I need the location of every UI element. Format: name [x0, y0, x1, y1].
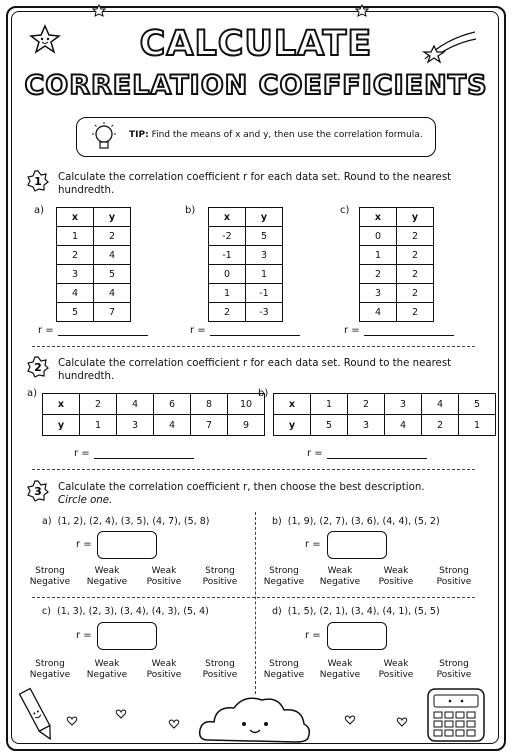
q1-c-answer[interactable] [344, 325, 454, 336]
r-label: r = [305, 630, 321, 641]
col-header-x: x [209, 208, 246, 227]
q2-table-a: x 2 4 6 8 10 y 1 3 4 7 9 [42, 393, 265, 436]
pencil-icon [18, 684, 58, 748]
option-weak-positive[interactable]: Weak Positive [146, 566, 182, 587]
q1-table-c: x y 0 2 1 2 2 2 3 2 4 2 [359, 207, 434, 322]
star-icon [92, 4, 106, 18]
q3-subinstruction: Circle one. [58, 495, 113, 506]
r-label: r = [305, 539, 321, 550]
r-label: r = [344, 325, 360, 336]
r-label: r = [190, 325, 206, 336]
star-icon [355, 4, 369, 18]
calculator-face-icon [424, 685, 490, 745]
option-strong-negative[interactable]: Strong Negative [263, 659, 305, 680]
q1-table-b: x y -2 5 -1 3 0 1 1 -1 2 -3 [208, 207, 283, 322]
answer-line [210, 325, 300, 336]
option-strong-negative[interactable]: Strong Negative [29, 566, 71, 587]
heart-icon [115, 708, 127, 720]
q1-c-label: c) [340, 205, 350, 216]
r-label: r = [76, 539, 92, 550]
number-badge-1 [27, 170, 49, 192]
title-line-2: CORRELATION COEFFICIENTS [24, 70, 488, 101]
divider [32, 469, 475, 470]
badge-number: 3 [34, 485, 42, 498]
tip-body: Find the means of x and y, then use the correlation formula. [151, 130, 423, 140]
q3-b-points: b) (1, 9), (2, 7), (3, 6), (4, 4), (5, 2) [272, 516, 440, 527]
tip-box [76, 117, 436, 157]
q1-a-answer[interactable] [38, 325, 148, 336]
heart-icon [344, 714, 356, 726]
q3-a-answer-box[interactable] [97, 531, 157, 559]
tip-label: TIP: [129, 130, 149, 140]
option-strong-positive[interactable]: Strong Positive [436, 659, 472, 680]
q3-instruction: Calculate the correlation coefficient r, then choose the best description. [58, 482, 425, 493]
option-weak-negative[interactable]: Weak Negative [319, 566, 361, 587]
cloud-face-icon [196, 692, 314, 746]
number-badge-3 [27, 480, 49, 502]
option-weak-negative[interactable]: Weak Negative [86, 566, 128, 587]
option-weak-positive[interactable]: Weak Positive [146, 659, 182, 680]
option-weak-negative[interactable]: Weak Negative [319, 659, 361, 680]
q2-a-label: a) [27, 388, 38, 399]
lightbulb-icon [89, 121, 119, 153]
tip-text [129, 130, 423, 140]
q1-instruction: Calculate the correlation coefficient r for each data set. Round to the nearest hundredth. [58, 172, 452, 196]
option-strong-negative[interactable]: Strong Negative [29, 659, 71, 680]
q3-c-answer-box[interactable] [97, 622, 157, 650]
row-header-x: x [43, 394, 80, 415]
heart-icon [66, 715, 78, 727]
option-strong-negative[interactable]: Strong Negative [263, 566, 305, 587]
row-header-y: y [274, 415, 311, 436]
option-strong-positive[interactable]: Strong Positive [202, 566, 238, 587]
option-weak-negative[interactable]: Weak Negative [86, 659, 128, 680]
col-header-y: y [94, 208, 131, 227]
row-header-x: x [274, 394, 311, 415]
q1-b-answer[interactable] [190, 325, 300, 336]
q2-a-answer[interactable] [74, 448, 194, 459]
badge-number: 1 [34, 175, 42, 188]
answer-line [364, 325, 454, 336]
number-badge-2 [27, 356, 49, 378]
q2-table-b: x 1 2 3 4 5 y 5 3 4 2 1 [273, 393, 496, 436]
answer-line [94, 448, 194, 459]
heart-icon [396, 716, 408, 728]
answer-line [327, 448, 427, 459]
q2-b-answer[interactable] [307, 448, 427, 459]
q2-instruction: Calculate the correlation coefficient r for each data set. Round to the nearest hundredth. [58, 358, 452, 382]
answer-line [58, 325, 148, 336]
r-label: r = [74, 448, 90, 459]
r-label: r = [76, 630, 92, 641]
col-header-y: y [246, 208, 283, 227]
q1-a-label: a) [34, 205, 45, 216]
option-strong-positive[interactable]: Strong Positive [202, 659, 238, 680]
divider [32, 346, 475, 347]
q1-b-label: b) [185, 205, 196, 216]
option-weak-positive[interactable]: Weak Positive [378, 659, 414, 680]
q3-d-points: d) (1, 5), (2, 1), (3, 4), (4, 1), (5, 5) [272, 606, 440, 617]
q3-a-points: a) (1, 2), (2, 4), (3, 5), (4, 7), (5, 8) [42, 516, 210, 527]
option-strong-positive[interactable]: Strong Positive [436, 566, 472, 587]
col-header-y: y [397, 208, 434, 227]
col-header-x: x [360, 208, 397, 227]
badge-number: 2 [34, 361, 42, 374]
heart-icon [168, 718, 180, 730]
title-line-1: CALCULATE [139, 24, 373, 64]
q3-d-answer-box[interactable] [327, 622, 387, 650]
row-header-y: y [43, 415, 80, 436]
q3-c-points: c) (1, 3), (2, 3), (3, 4), (4, 3), (5, 4) [42, 606, 209, 617]
option-weak-positive[interactable]: Weak Positive [378, 566, 414, 587]
q2-b-label: b) [258, 388, 269, 399]
col-header-x: x [57, 208, 94, 227]
q3-b-answer-box[interactable] [327, 531, 387, 559]
r-label: r = [38, 325, 54, 336]
divider [32, 597, 475, 598]
r-label: r = [307, 448, 323, 459]
q1-table-a: x y 1 2 2 4 3 5 4 4 5 7 [56, 207, 131, 322]
